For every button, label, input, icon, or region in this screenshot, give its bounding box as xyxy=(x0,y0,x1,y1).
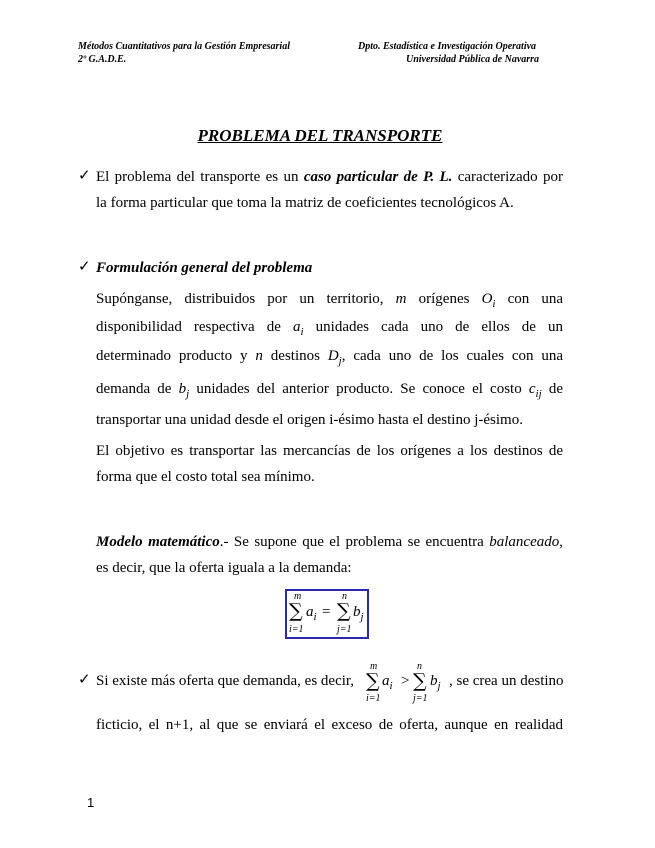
p5-line1b: , se crea un destino xyxy=(449,673,564,689)
p3-line1: El objetivo es transportar las mercancías de los orígenes a los destinos de xyxy=(96,443,563,459)
p2-line3: determinado producto y n destinos $D_j$, cada uno de los cuales con una xyxy=(96,348,564,367)
p4-line2: es decir, que la oferta iguala a la demanda: xyxy=(96,560,352,576)
p1-line2: la forma particular que toma la matriz de coeficientes tecnológicos A. xyxy=(96,195,514,211)
sum-symbol: ∑ xyxy=(413,670,427,692)
check-icon: ✓ xyxy=(78,257,91,275)
p2-line1: Supónganse, distribuidos por un territorio, m orígenes $O_i$ con una xyxy=(96,291,563,310)
sum-symbol: ∑ xyxy=(289,600,303,622)
p4-line1: Modelo matemático.- Se supone que el problema se encuentra balanceado, xyxy=(96,534,563,550)
check-icon: ✓ xyxy=(78,166,91,184)
section-heading: Formulación general del problema xyxy=(96,260,313,276)
sum-symbol: ∑ xyxy=(366,670,380,692)
balance-equation: m ∑ i=1 $a_i$ = n ∑ j=1 $b_j$ xyxy=(285,589,369,639)
header-course: Métodos Cuantitativos para la Gestión Empresarial xyxy=(78,41,290,52)
p1-line1: El problema del transporte es un caso particular de P. L. caracterizado por xyxy=(96,169,563,185)
header-degree: 2º G.A.D.E. xyxy=(78,54,127,65)
p5-line1a: Si existe más oferta que demanda, es decir, xyxy=(96,673,355,689)
page-number: 1 xyxy=(87,795,95,810)
p2-line4: demanda de $b_j$ unidades del anterior producto. Se conoce el costo $c_{ij}$ de xyxy=(96,381,563,400)
p2-line5: transportar una unidad desde el origen i-ésimo hasta el destino j-ésimo. xyxy=(96,412,523,428)
p5-line2: ficticio, el n+1, al que se enviará el exceso de oferta, aunque en realidad xyxy=(96,717,563,733)
inequality: m ∑ i=1 $a_i$ > n ∑ j=1 xyxy=(366,661,428,704)
p2-line2: disponibilidad respectiva de $a_i$ unidades cada uno de ellos de un xyxy=(96,319,564,338)
sum-symbol: ∑ xyxy=(337,600,351,622)
check-icon: ✓ xyxy=(78,670,91,688)
header-university: Universidad Pública de Navarra xyxy=(406,54,540,65)
p3-line2: forma que el costo total sea mínimo. xyxy=(96,469,315,485)
header-department: Dpto. Estadística e Investigación Operativa xyxy=(358,41,537,52)
page-title: PROBLEMA DEL TRANSPORTE xyxy=(197,126,443,145)
